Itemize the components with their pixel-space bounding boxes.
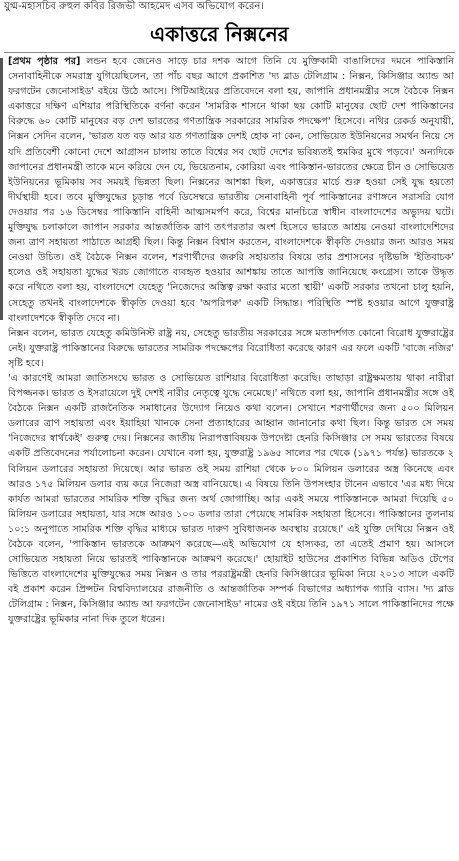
headline-divider bbox=[4, 52, 455, 53]
previous-article-tail: যুগ্ম-মহাসচিব রুহুল কবির রিজভী আহমেদ এসব অভিযোগ করেন। bbox=[4, 1, 264, 12]
article-paragraph-3: 'এ কারণেই আমরা জাতিসংঘে ভারত ও সোভিয়েত রাশিয়ার বিরোধিতা করেছি। তাছাড়া রাষ্ট্রক্ষমতায় থাকা নারীরা বিপজ্জনক। ভারত ও ইসরায়েলে দুই দেশই নারীর নেতৃত্বে যুদ্ধে নেমেছে।' নথিতে বলা হয়, জাপানি প্রধানমন্ত্রীর সঙ্গে ওই বৈঠকে নিক্সন একটি রাজনৈতিক সমাধানের উদ্যোগ নিয়েও কথা বলেন। সেখানে শরণার্থীদের জন্য ৫০০ মিলিয়ন ডলারের ত্রাণ সহায়তা এবং ইয়াহিয়া খানকে সেনা প্রত্যাহারের আহ্বান জানানোর কথা ছিল। কিন্তু ভারত সে সময় 'নিজেদের স্বার্থকেই' গুরুত্ব দেয়। নিক্সনের জাতীয় নিরাপত্তাবিষয়ক উপদেষ্টা হেনরি কিসিঞ্জার সে সময় ভারতের বিষয়ে একটি প্রতিবেদনের পর্যালোচনা করেন। যেখানে বলা হয়, যুক্তরাষ্ট্র ১৯৬৫ সালের পর থেকে (১৯৭১ পর্যন্ত) ভারতকে ২ বিলিয়ন ডলারের সহায়তা দিয়েছে। আর ভারত ওই সময় রাশিয়া থেকে ৮০০ মিলিয়ন ডলারের অস্ত্র কিনেছে এবং আরও ১৭৫ মিলিয়ন ডলার ব্যয় করে নিজেরা অস্ত্র বানিয়েছে। এ বিষয়ে তিনি উপসংহার টানেন এভাবে 'এর মধ্য দিয়ে কার্যত আমরা ভারতের সামরিক শক্তি বৃদ্ধির জন্য অর্থ জোগাচ্ছি। আর একই সময়ে পাকিস্তানকে আমরা দিয়েছি ৫০ মিলিয়ন ডলারের সহায়তা, যার সঙ্গে আরও ১০০ ডলার তারা পেয়েছে সামরিক সহায়তা হিসেবে। পাকিস্তানের তুলনায় ১০:১ অনুপাতে সামরিক শক্তি বৃদ্ধির মাধ্যমে ভারত দারুণ সুবিধাজনক অবস্থায় রয়েছে।' এই যুক্তি দেখিয়ে নিক্সন ওই বৈঠকে বলেন, 'পাকিস্তান ভারতকে আক্রমণ করেছে—এই অভিযোগ যে হাস্যকর, তা এতেই প্রমাণ হয়। আসলে সোভিয়েত সহায়তা নিয়ে ভারতই পাকিস্তানকে আক্রমণ করেছে।' হোয়াইট হাউসের প্রকাশিত বিভিন্ন অডিও টেপের ভিত্তিতে বাংলাদেশের মুক্তিযুদ্ধের সময় নিক্সন ও তার পররাষ্ট্রমন্ত্রী হেনরি কিসিঞ্জারের ভূমিকা নিয়ে ২০১৩ সালে একটি বই প্রকাশ করেন প্রিন্সটন বিশ্ববিদ্যালয়ের রাজনীতি ও আন্তর্জাতিক সম্পর্ক বিভাগের অধ্যাপক গ্যারি ব্যাস। 'দ্য ব্লাড টেলিগ্রাম : নিক্সন, কিসিঞ্জার অ্যান্ড আ ফরগটেন জেনোসাইড' নামের ওই বইয়ে তিনি ১৯৭১ সালে পাকিস্তানিদের পক্ষে যুক্তরাষ্ট্রের ভূমিকার নানা দিক তুলে ধরেন। bbox=[8, 372, 454, 626]
article-paragraph-1 bbox=[8, 54, 454, 326]
paragraph-text: লন্ডন হবে জেনেও সাড়ে চার দশক আগে তিনি যে মুক্তিকামী বাঙালিদের দমনে পাকিস্তানি সেনাবাহিনীকে সমরাস্ত্র যুগিয়েছিলেন, তা পাঁচ বছর আগে প্রকাশিত 'দ্য ব্লাড টেলিগ্রাম : নিক্সন, কিসিঞ্জার অ্যান্ড আ ফরগটেন জেনোসাইড' বইয়ে উঠে আসে। পিটিআইয়ের প্রতিবেদনে বলা হয়, জাপানি প্রধানমন্ত্রীর সঙ্গে বৈঠকে নিক্সন একাত্তরে দক্ষিণ এশিয়ার পরিস্থিতিকে বর্ণনা করেন 'সামরিক শাসনে থাকা ছয় কোটি মানুষের ছোট দেশ পাকিস্তানের বিরুদ্ধে ৬০ কোটি মানুষের বড় দেশ ভারতের গণতান্ত্রিক সরকারের সামরিক পদক্ষেপ' হিসেবে। নথির রেকর্ড অনুযায়ী, নিক্সন সেদিন বলেন, 'ভারত যত বড় আর যত গণতান্ত্রিক দেশই হোক না কেন, সোভিয়েত ইউনিয়নের সমর্থন নিয়ে সে যদি প্রতিবেশী কোনো দেশে আগ্রাসন চালায় তাতে বিশ্বের সব ছোট দেশের ভবিষ্যতই হুমকির মুখে পড়বে।' অন্যদিকে জাপানের প্রধানমন্ত্রী তাকে মনে করিয়ে দেন যে, ভিয়েতনাম, কোরিয়া এবং পাকিস্তান-ভারতের ক্ষেত্রে চীন ও সোভিয়েত ইউনিয়নের ভূমিকায় সব সময়ই ভিন্নতা ছিল। নিক্সনের আশঙ্কা ছিল, একাত্তরের মার্চে শুরু হওয়া সেই যুদ্ধ হয়তো দীর্ঘস্থায়ী হবে। তবে মুক্তিযুদ্ধের চূড়ান্ত পর্বে ডিসেম্বরে ভারতীয় সেনাবাহিনী পূর্ব পাকিস্তানের রণাঙ্গনে সরাসরি যোগ দেওয়ার পর ১৬ ডিসেম্বর পাকিস্তানি বাহিনী আত্মসমর্পণ করে, বিশ্বের মানচিত্রে স্বাধীন বাংলাদেশের অভ্যুদয় ঘটে। মুক্তিযুদ্ধ চলাকালে জাপান সরকার আন্তর্জাতিক ত্রাণ তৎপরতার অংশ হিসেবে ভারতে আশ্রয় নেওয়া বাংলাদেশিদের জন্য ত্রাণ সহায়তা পাঠাতে আগ্রহী ছিল। কিন্তু নিক্সন বিশ্বাস করতেন, বাংলাদেশকে স্বীকৃতি দেওয়ার জন্য আরও সময় নেওয়া উচিত। ওই বৈঠকে নিক্সন বলেন, শরণার্থীদের জরুরি সহায়তার বিষয়ে তার প্রশাসনের দৃষ্টিভঙ্গি 'ইতিবাচক' হলেও ওই সহায়তা যুদ্ধের খরচ জোগাতে ব্যবহৃত হওয়ার আশঙ্কায় তাতে আপত্তি জানিয়েছে কংগ্রেস। তাকে উদ্ধৃত করে নথিতে বলা হয়, বাংলাদেশে যেহেতু 'নিজেদের অস্তিত্ব রক্ষা করার মতো স্থায়ী' একটি সরকার তখনো চালু হয়নি, সেহেতু তখনই বাংলাদেশকে স্বীকৃতি দেওয়া হবে 'অপরিপক্ব' একটি সিদ্ধান্ত। পরিস্থিতি স্পষ্ট হওয়ার আগে যুক্তরাষ্ট্র বাংলাদেশকে স্বীকৃতি দেবে না। bbox=[8, 56, 454, 324]
article-body bbox=[8, 54, 454, 854]
article-headline: একাত্তরে নিক্সনের bbox=[150, 22, 289, 46]
column-margin-bar bbox=[0, 58, 3, 320]
continuation-label: [প্রথম পৃষ্ঠার পর] bbox=[8, 56, 81, 67]
article-paragraph-2: নিক্সন বলেন, ভারত যেহেতু কমিউনিস্ট রাষ্ট্র নয়, সেহেতু ভারতীয় সরকারের সঙ্গে মতাদর্শগত কোনো বিরোধ যুক্তরাষ্ট্রের নেই। যুক্তরাষ্ট্র পাকিস্তানের বিরুদ্ধে ভারতের সামরিক পদক্ষেপের বিরোধিতা করেছে কারণ এর ফলে একটি 'বাজে নজির' সৃষ্টি হবে। bbox=[8, 327, 454, 369]
